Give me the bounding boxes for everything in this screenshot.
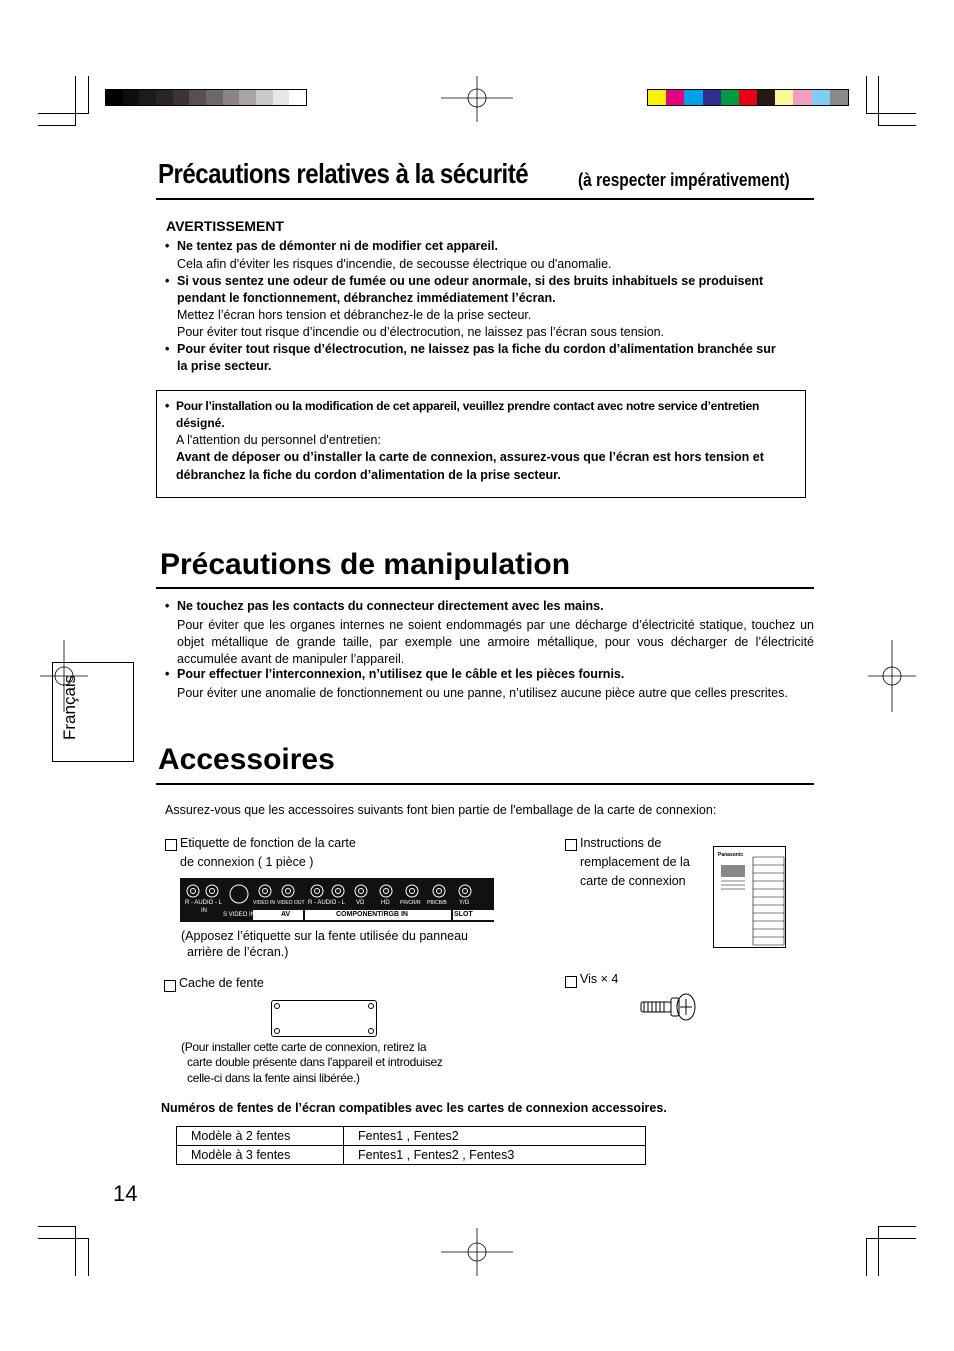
handling-title: Précautions de manipulation <box>160 548 571 581</box>
handling-item-1-text: objet métallique de grande taille, par exemple une armoire métallique, pour vous décharger de l’électricité <box>177 635 814 649</box>
accessories-rule <box>156 783 814 785</box>
color-swatch <box>775 90 793 105</box>
handling-item-1-text: Pour éviter que les organes internes ne soient endommagés par une décharge d’électricité statique, touchez un <box>177 618 814 632</box>
table-cell: Fentes1 , Fentes2 , Fentes3 <box>344 1146 646 1165</box>
color-swatch <box>757 90 775 105</box>
table-row <box>177 1127 646 1146</box>
color-swatch <box>173 90 190 105</box>
color-swatch <box>721 90 739 105</box>
service-notice-line: désigné. <box>176 416 225 430</box>
warning-item-2-bold: pendant le fonctionnement, débranchez immédiatement l’écran. <box>177 291 556 305</box>
service-notice-line: A l'attention du personnel d'entretien: <box>176 433 381 447</box>
handling-item-1-text: accumulée avant de manipuler l’appareil. <box>177 652 405 666</box>
instructions-item-text: carte de connexion <box>580 874 686 888</box>
handling-item-1-bold: Ne touchez pas les contacts du connecteur directement avec les mains. <box>177 599 604 613</box>
strip-pr: PR/CR/R <box>400 900 421 906</box>
strip-audio-l: R - AUDIO - L <box>308 900 346 906</box>
function-label-strip <box>180 878 494 922</box>
checkbox-cover <box>164 980 176 992</box>
table-cell: Modèle à 2 fentes <box>177 1127 344 1146</box>
strip-audio-in: R - AUDIO - L <box>185 900 223 906</box>
language-tab-label: Français <box>60 674 79 740</box>
checkbox-label <box>165 839 177 851</box>
color-swatch <box>289 90 306 105</box>
checkbox-instructions <box>565 839 577 851</box>
registration-mark-right <box>856 640 928 712</box>
service-notice-line: débranchez la fiche du cordon d’alimentation de la prise secteur. <box>176 468 561 482</box>
cover-note: (Pour installer cette carte de connexion, retirez la <box>181 1040 427 1054</box>
compat-heading: Numéros de fentes de l’écran compatibles avec les cartes de connexion accessoires. <box>161 1101 667 1115</box>
bullet: • <box>165 342 170 356</box>
bullet: • <box>165 399 170 413</box>
color-swatch <box>830 90 848 105</box>
cover-note: celle-ci dans la fente ainsi libérée.) <box>187 1071 360 1085</box>
strip-pb: PB/CB/B <box>427 900 447 906</box>
accessories-intro: Assurez-vous que les accessoires suivants font bien partie de l'emballage de la carte de connexion: <box>165 803 717 817</box>
registration-mark-bottom <box>441 1216 513 1288</box>
bullet: • <box>165 239 170 253</box>
cover-item-text: Cache de fente <box>179 976 264 990</box>
strip-hd: HD <box>381 900 390 906</box>
label-note: (Apposez l’étiquette sur la fente utilisée du panneau <box>181 929 468 943</box>
strip-vd: VD <box>356 900 365 906</box>
color-swatch <box>648 90 666 105</box>
color-swatch <box>256 90 273 105</box>
instruction-booklet-illustration <box>713 846 786 948</box>
booklet-brand: Panasonic <box>718 852 744 858</box>
warning-heading: AVERTISSEMENT <box>166 218 284 234</box>
label-item-text: Etiquette de fonction de la carte <box>180 836 356 850</box>
grey-calibration-bar <box>105 89 307 106</box>
warning-item-2-bold: Si vous sentez une odeur de fumée ou une odeur anormale, si des bruits inhabituels se produisent <box>177 274 764 288</box>
safety-title-main: Précautions relatives à la sécurité <box>158 158 529 189</box>
bullet: • <box>165 599 170 613</box>
warning-item-3-bold: Pour éviter tout risque d’électrocution, ne laissez pas la fiche du cordon d’alimentation branchée sur <box>177 342 776 356</box>
warning-item-3-bold: la prise secteur. <box>177 359 272 373</box>
safety-title <box>158 158 588 190</box>
instructions-item-text: remplacement de la <box>580 855 690 869</box>
warning-item-2-text: Mettez l’écran hors tension et débranchez-le de la prise secteur. <box>177 308 532 322</box>
color-swatch <box>156 90 173 105</box>
safety-rule <box>156 198 814 200</box>
strip-yg: Y/G <box>459 900 470 906</box>
safety-title-sub: (à respecter impérativement) <box>578 170 790 190</box>
service-notice-line: Pour l’installation ou la modification de cet appareil, veuillez prendre contact avec notre service d’entretien <box>176 399 760 413</box>
checkbox-screws <box>565 976 577 988</box>
table-row <box>177 1146 646 1165</box>
handling-item-2-bold: Pour effectuer l’interconnexion, n’utilisez que le câble et les pièces fournis. <box>177 667 625 681</box>
warning-item-1-bold: Ne tentez pas de démonter ni de modifier cet appareil. <box>177 239 498 253</box>
page-number: 14 <box>113 1181 138 1206</box>
color-swatch <box>189 90 206 105</box>
color-swatch <box>239 90 256 105</box>
accessories-title: Accessoires <box>158 743 335 776</box>
color-swatch <box>666 90 684 105</box>
screw-icon <box>638 990 698 1024</box>
table-cell: Modèle à 3 fentes <box>177 1146 344 1165</box>
bullet: • <box>165 667 170 681</box>
handling-item-2-text: Pour éviter une anomalie de fonctionnement ou une panne, n’utilisez aucune pièce autre que celles prescrites. <box>177 686 788 700</box>
strip-video-in: VIDEO IN <box>253 900 275 906</box>
handling-rule <box>156 587 814 589</box>
color-swatch <box>139 90 156 105</box>
label-note: arrière de l’écran.) <box>187 945 289 959</box>
color-swatch <box>273 90 290 105</box>
slot-cover-illustration <box>271 1000 377 1037</box>
strip-component: COMPONENT/RGB IN <box>336 911 408 918</box>
strip-s-video-in: S VIDEO IN <box>223 912 256 918</box>
color-swatch <box>123 90 140 105</box>
screws-item-text: Vis × 4 <box>580 972 619 986</box>
registration-mark-top <box>441 62 513 134</box>
color-swatch <box>812 90 830 105</box>
compat-table <box>176 1126 646 1165</box>
strip-in: IN <box>201 908 207 914</box>
warning-item-2-text: Pour éviter tout risque d’incendie ou d’électrocution, ne laissez pas l’écran sous tension. <box>177 325 665 339</box>
strip-av: AV <box>281 911 291 918</box>
color-swatch <box>739 90 757 105</box>
service-notice-line: Avant de déposer ou d’installer la carte de connexion, assurez-vous que l’écran est hors tension et <box>176 450 764 464</box>
warning-item-1-text: Cela afin d'éviter les risques d'incendie, de secousse électrique ou d'anomalie. <box>177 257 612 271</box>
color-swatch <box>793 90 811 105</box>
strip-video-out: VIDEO OUT <box>277 900 305 906</box>
color-swatch <box>684 90 702 105</box>
color-swatch <box>223 90 240 105</box>
label-item-text: de connexion ( 1 pièce ) <box>180 855 314 869</box>
instructions-item-text: Instructions de <box>580 836 662 850</box>
color-swatch <box>206 90 223 105</box>
color-swatch <box>703 90 721 105</box>
strip-slot: SLOT <box>454 911 473 918</box>
cover-note: carte double présente dans l'appareil et introduisez <box>187 1055 443 1069</box>
bullet: • <box>165 274 170 288</box>
color-swatch <box>106 90 123 105</box>
color-calibration-bar <box>647 89 849 106</box>
table-cell: Fentes1 , Fentes2 <box>344 1127 646 1146</box>
